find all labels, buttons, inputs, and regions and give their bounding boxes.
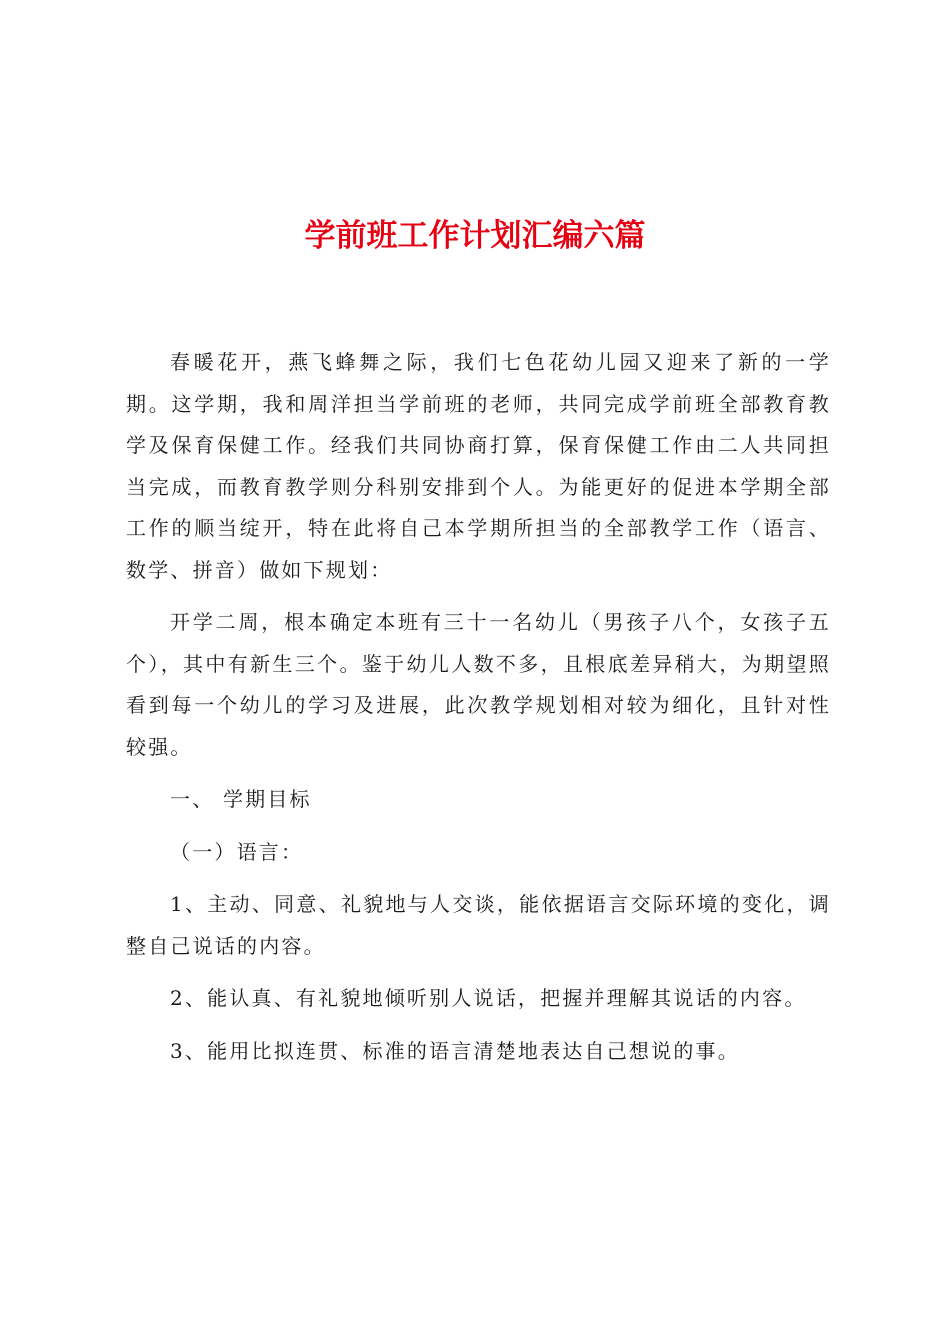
paragraph-class-info: 开学二周，根本确定本班有三十一名幼儿（男孩子八个，女孩子五个），其中有新生三个。鉴于幼儿人数不多，且根底差异稍大，为期望照看到每一个幼儿的学习及进展，此次教学规划相对较为细化，且针对性较强。 — [126, 610, 831, 759]
section-heading-semester-goals: 一、 学期目标 — [170, 787, 312, 811]
list-item-goal-2: 2、能认真、有礼貌地倾听别人说话，把握并理解其说话的内容。 — [170, 986, 807, 1010]
subsection-heading-language: （一）语言： — [170, 839, 304, 864]
list-item-goal-1: 1、主动、同意、礼貌地与人交谈，能依据语言交际环境的变化，调整自己说话的内容。 — [126, 892, 831, 958]
paragraph-intro: 春暖花开，燕飞蜂舞之际，我们七色花幼儿园又迎来了新的一学期。这学期，我和周洋担当学前班的老师，共同完成学前班全部教育教学及保育保健工作。经我们共同协商打算，保育保健工作由二人共同担当完成，而教育教学则分科别安排到个人。为能更好的促进本学期全部工作的顺当绽开，特在此将自己本学期所担当的全部教学工作（语言、数学、拼音）做如下规划： — [126, 350, 831, 582]
document-title: 学前班工作计划汇编六篇 — [304, 218, 646, 254]
list-item-goal-3: 3、能用比拟连贯、标准的语言清楚地表达自己想说的事。 — [170, 1038, 740, 1063]
document-body — [126, 342, 831, 1083]
